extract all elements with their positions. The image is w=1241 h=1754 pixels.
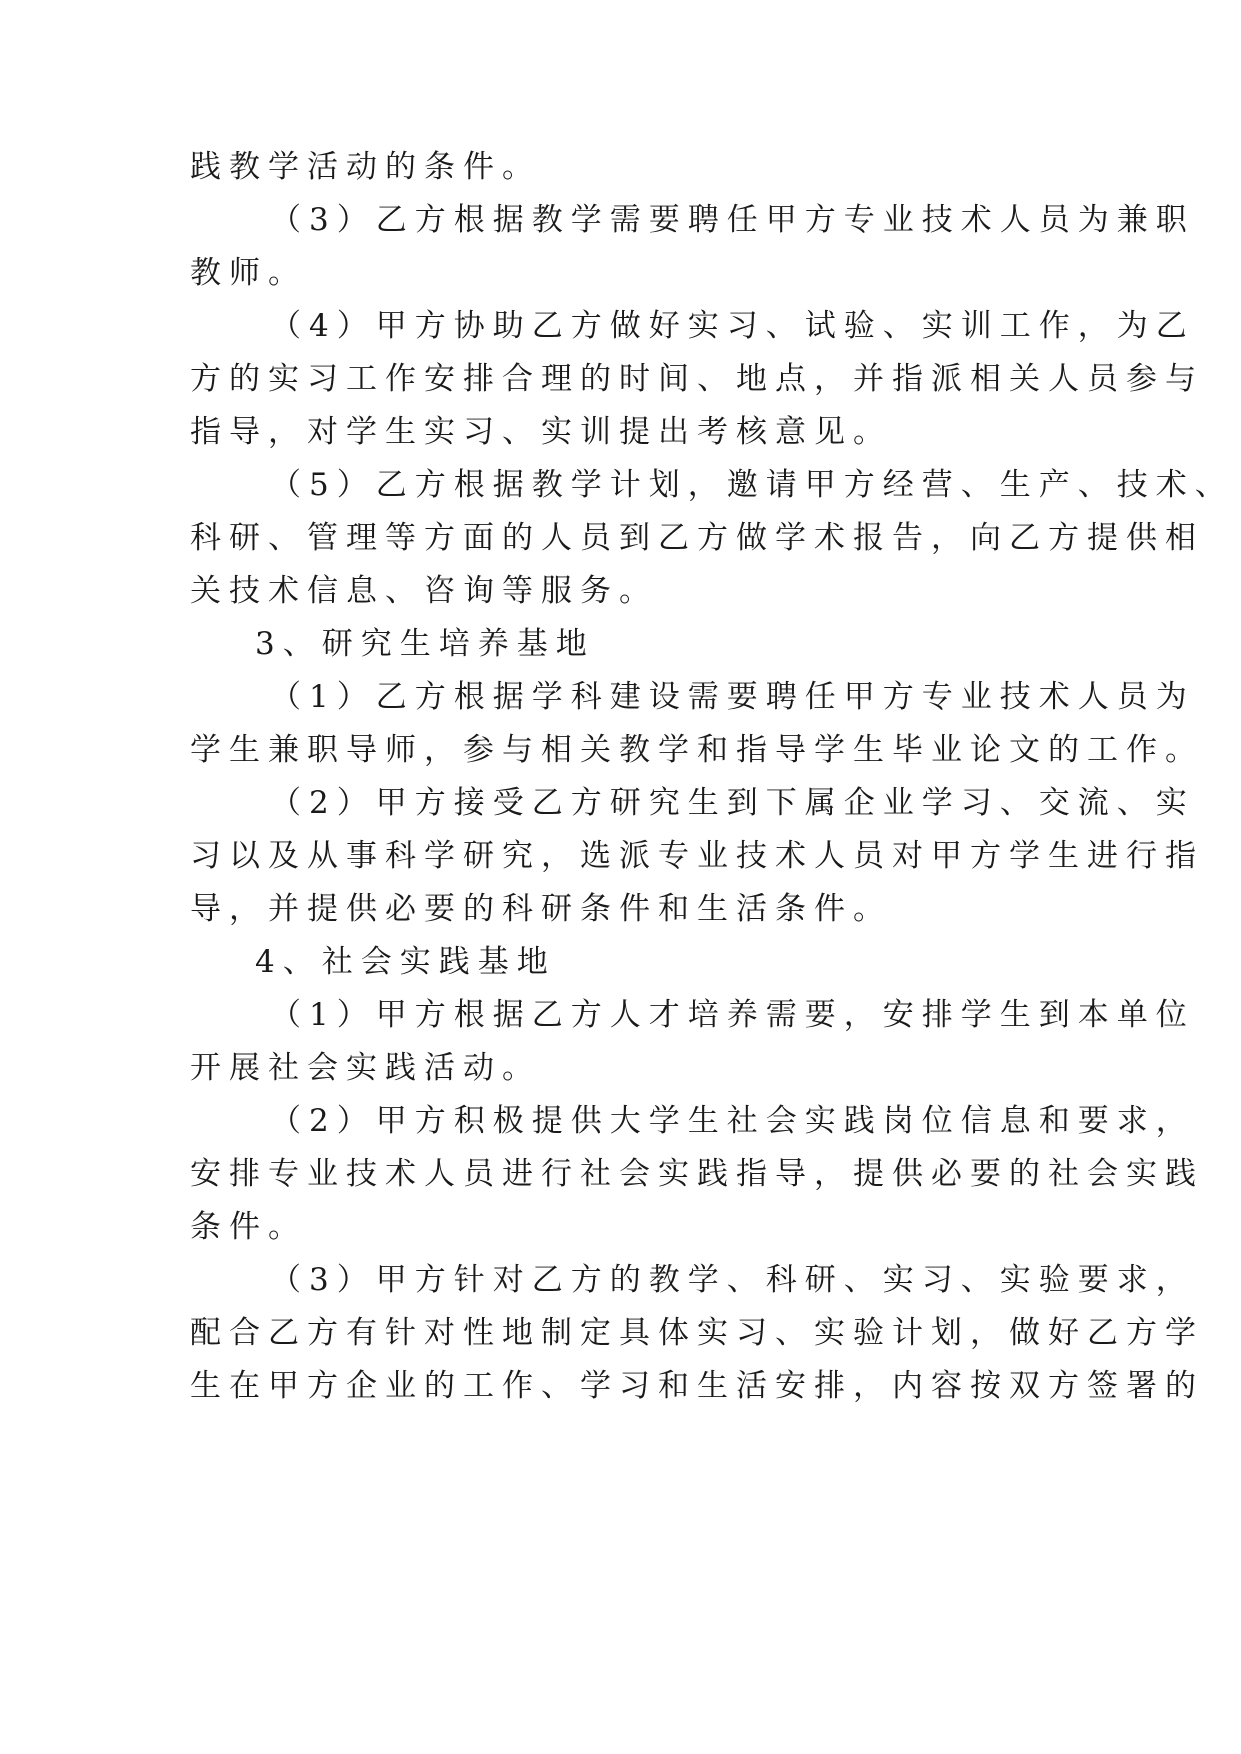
section-heading: 3、研究生培养基地 [255,626,595,662]
text-line: 安排专业技术人员进行社会实践指导，提供必要的社会实践 [190,1156,1204,1192]
text-line: 导，并提供必要的科研条件和生活条件。 [190,891,892,927]
text-line: （5）乙方根据教学计划，邀请甲方经营、生产、技术、 [270,467,1234,503]
text-line: 关技术信息、咨询等服务。 [190,573,658,609]
text-line: 科研、管理等方面的人员到乙方做学术报告，向乙方提供相 [190,520,1204,556]
text-line: 践教学活动的条件。 [190,149,541,185]
text-line: （1）甲方根据乙方人才培养需要，安排学生到本单位 [270,997,1195,1033]
text-line: 指导，对学生实习、实训提出考核意见。 [190,414,892,450]
text-line: （4）甲方协助乙方做好实习、试验、实训工作，为乙 [270,308,1195,344]
text-line: 配合乙方有针对性地制定具体实习、实验计划，做好乙方学 [190,1315,1204,1351]
text-line: （1）乙方根据学科建设需要聘任甲方专业技术人员为 [270,679,1195,715]
text-line: 学生兼职导师，参与相关教学和指导学生毕业论文的工作。 [190,732,1204,768]
text-line: 生在甲方企业的工作、学习和生活安排，内容按双方签署的 [190,1368,1204,1404]
section-heading: 4、社会实践基地 [255,944,556,980]
text-line: （3）乙方根据教学需要聘任甲方专业技术人员为兼职 [270,202,1195,238]
text-line: （2）甲方接受乙方研究生到下属企业学习、交流、实 [270,785,1195,821]
text-line: 条件。 [190,1209,307,1245]
text-line: 开展社会实践活动。 [190,1050,541,1086]
text-line: 习以及从事科学研究，选派专业技术人员对甲方学生进行指 [190,838,1204,874]
text-line: 方的实习工作安排合理的时间、地点，并指派相关人员参与 [190,361,1204,397]
text-line: 教师。 [190,255,307,291]
text-line: （2）甲方积极提供大学生社会实践岗位信息和要求， [270,1103,1195,1139]
text-line: （3）甲方针对乙方的教学、科研、实习、实验要求， [270,1262,1195,1298]
